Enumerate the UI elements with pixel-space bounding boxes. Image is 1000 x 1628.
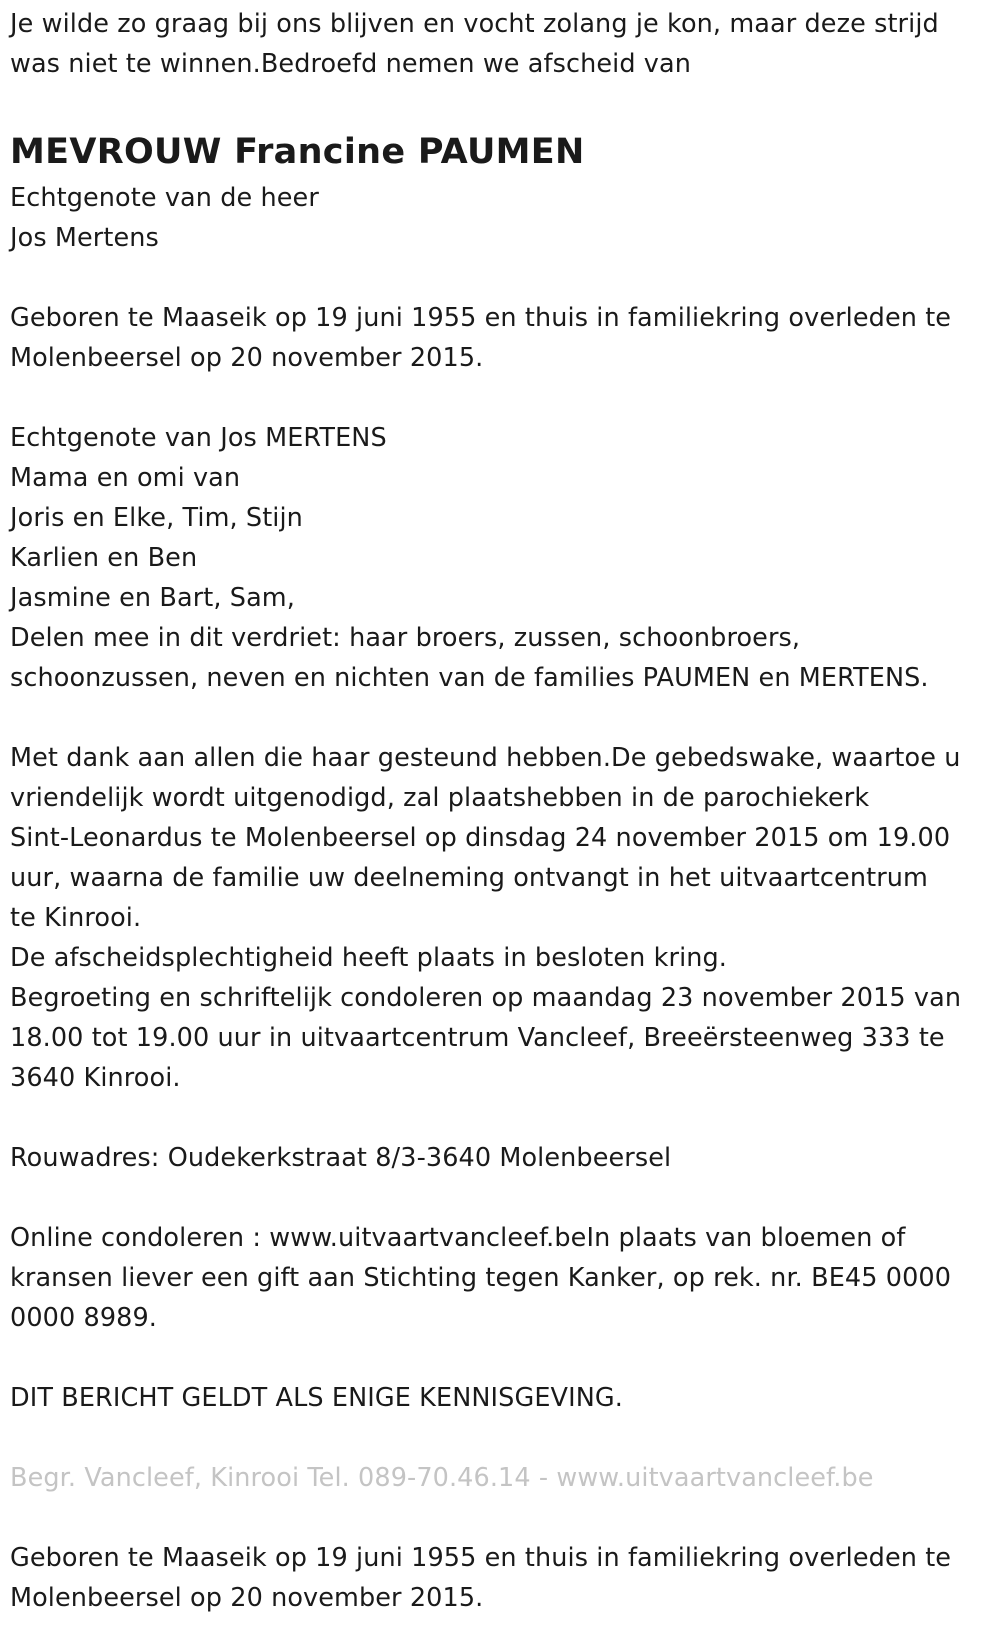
deceased-name: MEVROUW Francine PAUMEN (10, 132, 585, 172)
spouse-line: Jos Mertens (10, 223, 159, 253)
spouse-line: Echtgenote van de heer (10, 183, 319, 213)
online-line: kransen liever een gift aan Stichting tegen Kanker, op rek. nr. BE45 0000 (10, 1263, 952, 1293)
birth-death-line: Geboren te Maaseik op 19 juni 1955 en thuis in familiekring overleden te (10, 303, 952, 333)
notice-paragraph (10, 1378, 995, 1418)
undertaker-info: Begr. Vancleef, Kinrooi Tel. 089-70.46.14 - www.uitvaartvancleef.be (10, 1463, 874, 1493)
family-line: Delen mee in dit verdriet: haar broers, zussen, schoonbroers, (10, 623, 801, 653)
family-line: Jasmine en Bart, Sam, (10, 583, 295, 613)
ceremony-line: vriendelijk wordt uitgenodigd, zal plaatshebben in de parochiekerk (10, 783, 870, 813)
birth-death-repeat-line: Geboren te Maaseik op 19 juni 1955 en thuis in familiekring overleden te (10, 1543, 952, 1573)
birth-death-paragraph (10, 298, 995, 378)
ceremony-line: Met dank aan allen die haar gesteund hebben.De gebedswake, waartoe u (10, 743, 961, 773)
family-line: schoonzussen, neven en nichten van de families PAUMEN en MERTENS. (10, 663, 929, 693)
obituary-page (10, 4, 995, 1618)
family-paragraph (10, 418, 995, 698)
intro-line: was niet te winnen.Bedroefd nemen we afscheid van (10, 49, 691, 79)
intro-paragraph (10, 4, 995, 84)
family-line: Mama en omi van (10, 463, 241, 493)
ceremony-line: 18.00 tot 19.00 uur in uitvaartcentrum Vancleef, Breeërsteenweg 333 te (10, 1023, 945, 1053)
ceremony-paragraph (10, 738, 995, 1098)
ceremony-line: De afscheidsplechtigheid heeft plaats in besloten kring. (10, 943, 728, 973)
undertaker-paragraph (10, 1458, 995, 1498)
intro-line: Je wilde zo graag bij ons blijven en vocht zolang je kon, maar deze strijd (10, 9, 939, 39)
spouse-paragraph (10, 178, 995, 258)
birth-death-repeat-line: Molenbeersel op 20 november 2015. (10, 1583, 484, 1613)
ceremony-line: Sint-Leonardus te Molenbeersel op dinsdag 24 november 2015 om 19.00 (10, 823, 951, 853)
family-line: Echtgenote van Jos MERTENS (10, 423, 387, 453)
birth-death-line: Molenbeersel op 20 november 2015. (10, 343, 484, 373)
ceremony-line: Begroeting en schriftelijk condoleren op maandag 23 november 2015 van (10, 983, 962, 1013)
online-line: Online condoleren : www.uitvaartvancleef.beIn plaats van bloemen of (10, 1223, 906, 1253)
ceremony-line: 3640 Kinrooi. (10, 1063, 181, 1093)
notice-text: DIT BERICHT GELDT ALS ENIGE KENNISGEVING. (10, 1383, 623, 1413)
family-line: Karlien en Ben (10, 543, 198, 573)
address-paragraph (10, 1138, 995, 1178)
ceremony-line: te Kinrooi. (10, 903, 142, 933)
birth-death-repeat-paragraph (10, 1538, 995, 1618)
ceremony-line: uur, waarna de familie uw deelneming ontvangt in het uitvaartcentrum (10, 863, 928, 893)
family-line: Joris en Elke, Tim, Stijn (10, 503, 303, 533)
online-line: 0000 8989. (10, 1303, 158, 1333)
mourning-address: Rouwadres: Oudekerkstraat 8/3-3640 Molenbeersel (10, 1143, 672, 1173)
online-paragraph (10, 1218, 995, 1338)
